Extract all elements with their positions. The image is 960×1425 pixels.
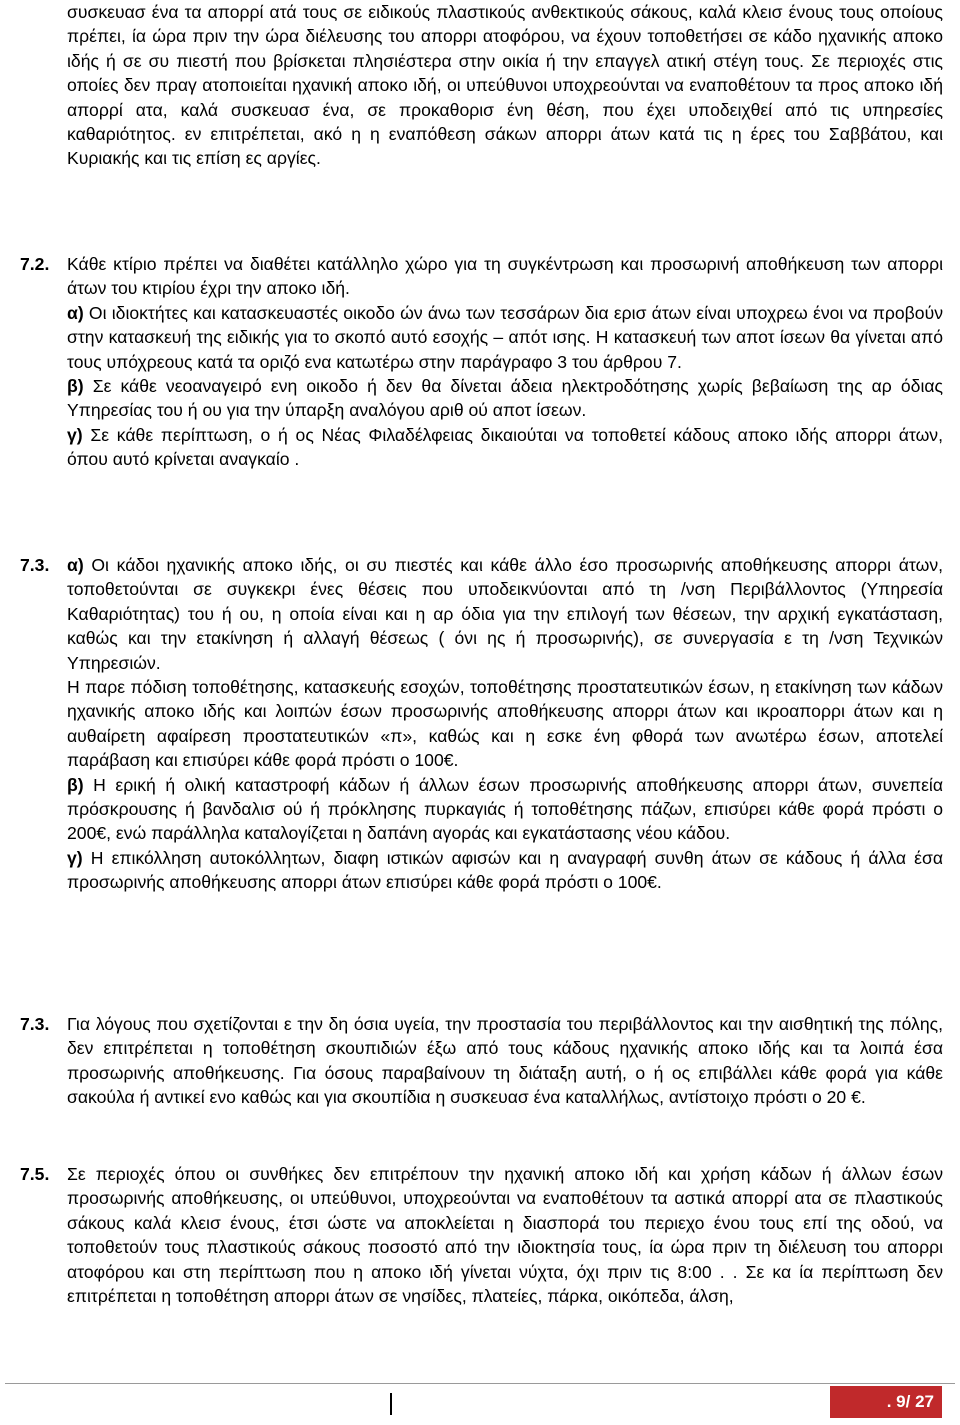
- item-label: γ): [67, 847, 83, 868]
- item-text: Η επικόλληση αυτοκόλλητων, διαφη ιστικών αφισών και η αναγραφή συνθη άτων σε κάδους ή άλλα έσα προσωρινής αποθήκευσης απορρι άτων επισύρει κάθε φορά πρόστι ο 100€.: [67, 847, 943, 893]
- item-text: Οι ιδιοκτήτες και κατασκευαστές οικοδο ών άνω των τεσσάρων δια ερισ άτων είναι υποχρεω ένοι να προβούν στην κατασκευή της ειδικής για το σκοπό αυτό εσοχής – απότ ισης. Η κατασκευή των αποτ ίσεων θα γίνεται από τους υπόχρεους κατά τα οριζό ενα κατωτέρω στην παράγραφο 3 του άρθρου 7.: [67, 302, 944, 372]
- section-number: 7.3.: [20, 1014, 50, 1034]
- item-text: Σε κάθε περίπτωση, ο ή ος Νέας Φιλαδέλφειας δικαιούται να τοποθετεί κάδους αποκο ιδής απορρι άτων, όπου αυτό κρίνεται αναγκαίο .: [67, 424, 943, 470]
- section-body: [67, 553, 943, 895]
- section-body: [67, 1012, 943, 1110]
- section-text: Για λόγους που σχετίζονται ε την δη όσια υγεία, την προστασία του περιβάλλοντος και την αισθητική της πόλης, δεν επιτρέπεται η τοποθέτηση σκουπιδιών έξω από τους κάδους ηχανικής αποκο ιδής και τα λοιπά έσα προσωρινής αποθήκευσης. Για όσους παραβαίνουν τη διάταξη αυτή, ο ή ος επιβάλλει κάθε φορά για κάθε σακούλα ή αντικεί ενο καθώς και για σκουπίδια η συσκευασ ένα καταλλήλως, αντίστοιχο πρόστι ο 20 €.: [67, 1014, 943, 1108]
- item-c: [67, 846, 943, 895]
- page-number-badge: . 9/ 27: [830, 1386, 942, 1418]
- section-number: 7.2.: [20, 254, 50, 274]
- item-label: β): [67, 376, 84, 397]
- item-text: Η ερική ή ολική καταστροφή κάδων ή άλλων έσων προσωρινής αποθήκευσης απορρι άτων, συνεπεία πρόσκρουσης ή βανδαλισ ού ή πρόκλησης πυρκαγιάς ή τοποθέτησης πάζων, επισύρει κάθε φορά πρόστι ο 200€, ενώ παράλληλα καταλογίζεται η δαπάνη αγοράς και εγκατάστασης νέου κάδου.: [67, 774, 944, 844]
- footer-marker: [390, 1393, 392, 1415]
- item-a-continued: Η παρε πόδιση τοποθέτησης, κατασκευής εσοχών, τοποθέτησης προστατευτικών έσων, η ετακίνηση των κάδων ηχανικής αποκο ιδής και λοιπών έσων προσωρινής αποθήκευσης απορρι άτων και ικροαπορρι άτων και η αυθαίρετη αφαίρεση προστατευτικών «π», καθώς και η εσκε ένη φθορά των ανωτέρω έσων, αποτελεί παράβαση και επισύρει κάθε φορά πρόστι ο 100€.: [67, 677, 943, 771]
- section-number: 7.5.: [20, 1164, 50, 1184]
- item-a: [67, 301, 943, 374]
- section-body: [67, 1162, 943, 1308]
- item-b: [67, 773, 943, 846]
- item-label: α): [67, 302, 84, 323]
- item-c: [67, 423, 943, 472]
- item-a: [67, 553, 943, 675]
- item-text: Οι κάδοι ηχανικής αποκο ιδής, οι συ πιεστές και κάθε άλλο έσο προσωρινής αποθήκευσης απορρι άτων, τοποθετούνται σε συγκεκρι ένες θέσεις που υποδεικνύονται από τη /νση Περιβάλλοντος (Υπηρεσία Καθαριότητας) του ή ου, η οποία είναι και η αρ όδια για την επιλογή των θέσεων, την αρχική εγκατάσταση, καθώς και την ετακίνηση ή αλλαγή θέσεως ( όνι ης ή προσωρινής), σε συνεργασία ε τη /νση Τεχνικών Υπηρεσιών.: [67, 555, 944, 673]
- section-text: Κάθε κτίριο πρέπει να διαθέτει κατάλληλο χώρο για τη συγκέντρωση και προσωρινή αποθήκευση των απορρι άτων του κτιρίου έχρι την αποκο ιδή.: [67, 254, 943, 299]
- section-number: 7.3.: [20, 555, 50, 575]
- section-body: [67, 252, 943, 472]
- section-text: Σε περιοχές όπου οι συνθήκες δεν επιτρέπουν την ηχανική αποκο ιδή και χρήση κάδων ή άλλων έσων προσωρινής αποθήκευσης, οι υπεύθυνοι, υποχρεούνται να εναποθέτουν τα αστικά απορρί ατα σε πλαστικούς σάκους καλά κλεισ ένους, έτσι ώστε να αποκλείεται η διασπορά του περιεχο ένου τους επί της οδού, να τοποθετούν τους πλαστικούς σάκους ποσοστό από την ιδιοκτησία τους, ία ώρα πριν τη διέλευση του απορρι ατοφόρου και στη περίπτωση που η αποκο ιδή γίνεται νύχτα, όχι πριν τις 8:00 . . Σε κα ία περίπτωση δεν επιτρέπεται η τοποθέτηση απορρι άτων σε νησίδες, πλατείες, πάρκα, οικόπεδα, άλση,: [67, 1164, 943, 1307]
- item-label: β): [67, 774, 84, 795]
- item-b: [67, 374, 943, 423]
- item-label: γ): [67, 424, 83, 445]
- intro-text: συσκευασ ένα τα απορρί ατά τους σε ειδικούς πλαστικούς ανθεκτικούς σάκους, καλά κλεισ ένους τους οποίους πρέπει, ία ώρα πριν την ώρα διέλευσης του απορρι ατοφόρου, να έχουν τοποθετήσει σε κάδο ηχανικής αποκο ιδής ή σε συ πιεστή που βρίσκεται πλησιέστερα στην οικία ή την επαγγελ ατική στέγη τους. Σε περιοχές στις οποίες δεν πραγ ατοποιείται ηχανική αποκο ιδή, οι υπεύθυνοι υποχρεούνται να εναποθέτουν τα προς αποκο ιδή απορρί ατα, καλά συσκευασ ένα, σε προκαθορισ ένη θέση, που έχει υποδειχθεί από τις υπηρεσίες καθαριότητος. εν επιτρέπεται, ακό η η εναπόθεση σάκων απορρι άτων κατά τις η έρες του Σαββάτου, και Κυριακής και τις επίση ες αργίες.: [67, 2, 943, 169]
- footer-divider: [5, 1383, 955, 1384]
- item-text: Σε κάθε νεοαναγειρό ενη οικοδο ή δεν θα δίνεται άδεια ηλεκτροδότησης χωρίς βεβαίωση της αρ όδιας Υπηρεσίας του ή ου για την ύπαρξη αναλόγου αριθ ού αποτ ίσεων.: [67, 376, 944, 421]
- item-label: α): [67, 555, 84, 575]
- intro-paragraph: [67, 0, 943, 171]
